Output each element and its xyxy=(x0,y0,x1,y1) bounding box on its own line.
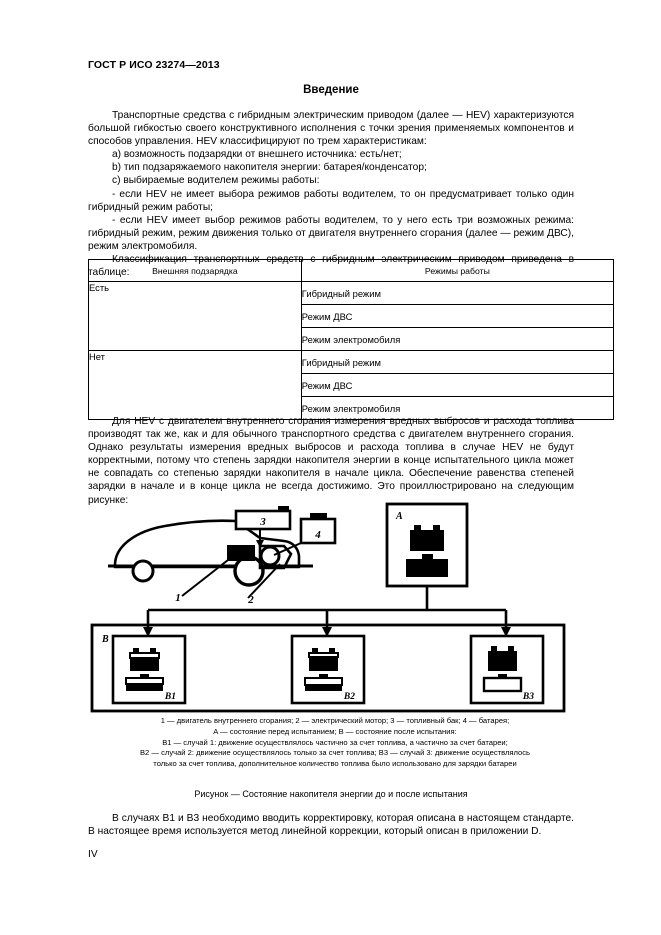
box-a-tank-cap xyxy=(422,554,433,559)
post-table-paragraph: Для HEV с двигателем внутреннего сгорания измерения вредных выбросов и расхода топлива производят так же, как и для обычного транспортного средства с двигателем внутреннего сгорания. Однако результаты измерения вредных выбросов и расхода топлива в случае HEV не будут корректными, потому что степень зарядки накопителя энергии в конце испытательного цикла может не совпадать со степенью зарядки накопителя в начале цикла. Обеспечение равенства степеней зарядки в начале и в конце цикла не всегда достижимо. Это проиллюстрировано на следующим рисунке: xyxy=(88,416,574,506)
figure-legend-line-2: A — состояние перед испытанием; B — состояние после испытания: xyxy=(213,726,457,736)
b3-battery-terminal-left xyxy=(491,646,497,651)
table-row xyxy=(89,282,614,305)
table-cell-mode: Режим электромобиля xyxy=(301,328,613,351)
page-number: IV xyxy=(88,849,98,860)
table-cell-mode: Режим ДВС xyxy=(301,374,613,397)
figure-legend-line-3: B1 — случай 1: движение осуществлялось частично за счет топлива, а частично за счет батареи; xyxy=(162,737,508,747)
sub-box-b2-label: B2 xyxy=(343,692,355,702)
intro-paragraph-2: Классификация транспортных средств с гибридным электрическим приводом приведена в таблице: xyxy=(88,254,574,279)
figure-legend xyxy=(120,716,550,770)
figure-caption: Рисунок — Состояние накопителя энергии до и после испытания xyxy=(194,789,468,799)
box-a-battery-terminal-left xyxy=(414,525,421,530)
sub-box-b1-label: B1 xyxy=(164,692,176,702)
b3-tank-icon-empty xyxy=(484,678,521,691)
b2-battery-empty-part xyxy=(309,653,338,657)
table-header-row xyxy=(89,260,614,282)
b2-tank-filled-part xyxy=(305,684,342,691)
callout-4-label: 4 xyxy=(315,529,321,541)
b3-battery-terminal-right xyxy=(508,646,514,651)
callout-2-label: 2 xyxy=(248,594,254,606)
b2-tank-empty-part xyxy=(305,678,342,685)
internal-combustion-engine-icon xyxy=(227,545,255,561)
intro-dash-item-1: - если HEV не имеет выбора режимов работы водителем, то он предусматривает только один гибридный режим работы; xyxy=(88,188,574,213)
fuel-tank-cap-icon xyxy=(278,506,289,511)
intro-list-item-c: c) выбираемые водителем режимы работы: xyxy=(112,175,320,187)
b1-tank-filled-part xyxy=(126,683,163,691)
closing-text-block xyxy=(88,812,574,838)
box-a-label: A xyxy=(396,511,403,522)
box-b-label: B xyxy=(102,634,109,645)
b1-battery-filled-part xyxy=(130,658,159,671)
page-title: Введение xyxy=(303,84,359,96)
table-cell-mode: Режим ДВС xyxy=(301,305,613,328)
table-row xyxy=(89,351,614,374)
figure-legend-line-5: только за счет топлива, дополнительное количество топлива было использовано для зарядки батареи xyxy=(153,759,517,769)
battery-terminal-icon xyxy=(310,513,327,519)
table-cell-charging-yes: Есть xyxy=(89,282,302,351)
intro-list-item-b: b) тип подзаряжаемого накопителя энергии: батарея/конденсатор; xyxy=(112,162,427,174)
sub-box-b3-label: B3 xyxy=(522,692,534,702)
car-front-wheel-icon xyxy=(133,561,153,581)
callout-3-label: 3 xyxy=(260,516,266,528)
figure-legend-line-1: 1 — двигатель внутреннего сгорания; 2 — электрический мотор; 3 — топливный бак; 4 — батарея; xyxy=(160,716,510,725)
introduction-text-block xyxy=(88,109,574,279)
box-a-battery-icon-full xyxy=(410,530,444,551)
table-cell-mode: Гибридный режим xyxy=(301,282,613,305)
closing-paragraph: В случаях B1 и B3 необходимо вводить корректировку, которая описана в настоящем стандарте. В настоящее время используется метод линейной коррекции, который описан в приложении D. xyxy=(88,813,574,838)
post-table-text-block xyxy=(88,415,574,507)
table-cell-mode: Режим электромобиля xyxy=(301,397,613,420)
table-cell-mode: Гибридный режим xyxy=(301,351,613,374)
intro-list-item-a: a) возможность подзарядки от внешнего источника: есть/нет; xyxy=(112,149,402,161)
b3-battery-icon-full xyxy=(488,651,517,671)
b2-battery-filled-part xyxy=(309,657,338,671)
intro-dash-item-2: - если HEV имеет выбор режимов работы водителем, то у него есть три возможных режима: гибридный режим, режим движения только от двигателя внутреннего сгорания (далее — режим ДВС), режим электромобиля. xyxy=(88,214,574,252)
classification-table xyxy=(88,259,614,420)
electric-motor-icon xyxy=(261,547,279,565)
table-cell-charging-no: Нет xyxy=(89,351,302,420)
figure-svg xyxy=(88,498,574,713)
intro-paragraph-1: Транспортные средства с гибридным электрическим приводом (далее — HEV) характеризуются большой гибкостью своего конструктивного исполнения с точки зрения применяемых компонентов и способов управления. HEV классифицируют по трем характеристикам: xyxy=(88,110,574,148)
table-header-external-charging: Внешняя подзарядка xyxy=(89,260,302,282)
box-a-fuel-tank-icon-full xyxy=(406,559,448,577)
figure-legend-line-4: B2 — случай 2: движение осуществлялось только за счет топлива; B3 — случай 3: движение осуществлялось xyxy=(139,748,531,758)
document-header-standard-code: ГОСТ Р ИСО 23274—2013 xyxy=(88,59,220,71)
b1-battery-empty-part xyxy=(130,653,159,658)
table-header-operating-modes: Режимы работы xyxy=(301,260,613,282)
energy-storage-state-figure xyxy=(88,498,574,713)
callout-1-label: 1 xyxy=(175,592,181,604)
box-a-battery-terminal-right xyxy=(433,525,440,530)
